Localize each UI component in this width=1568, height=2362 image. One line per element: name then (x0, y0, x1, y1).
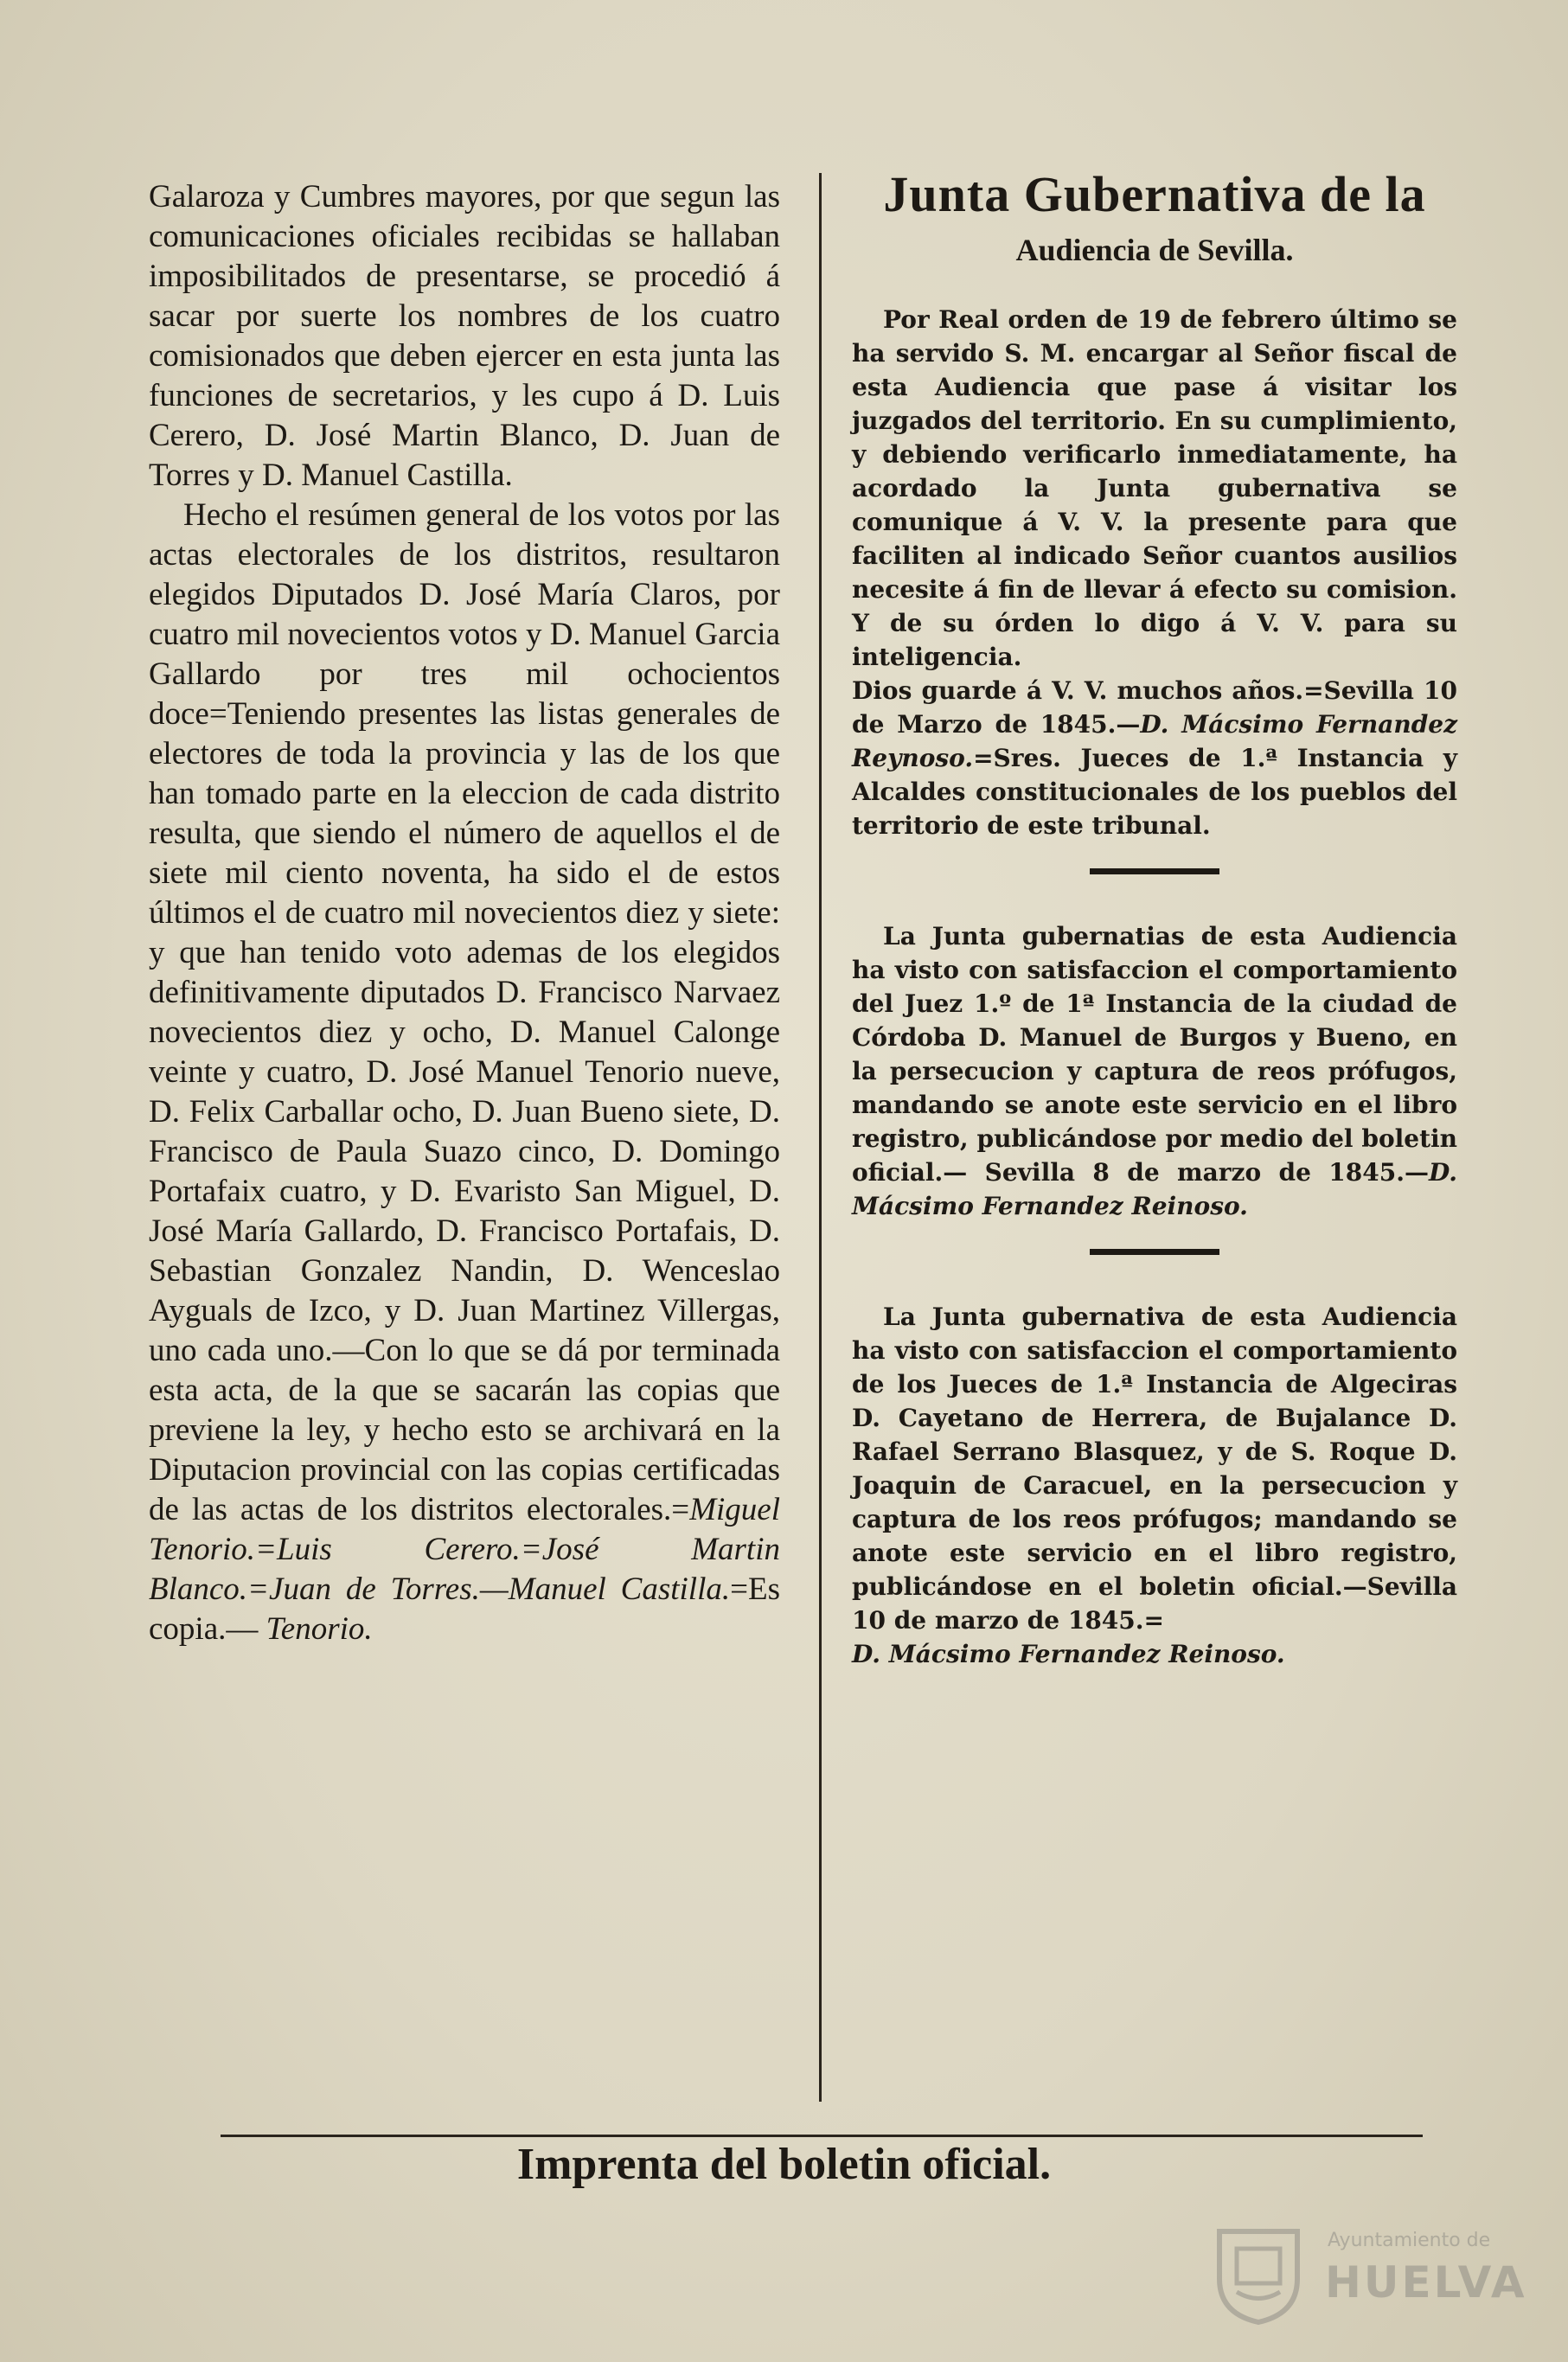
printer-imprint: Imprenta del boletin oficial. (516, 2140, 1052, 2189)
notice-1-addressees: =Sres. Jueces de 1.ª Instancia y Alcaldes constitucionales de los pueblos del territorio de este tribunal. (852, 744, 1457, 840)
left-paragraph-2-text: Hecho el resúmen general de los votos por las actas electorales de los distritos, resultaron elegidos Diputados D. José María Claros, por cuatro mil novecientos votos y D. Manuel Garcia Gallardo por tres mil ochocientos doce=Teniendo presentes las listas generales de electores de toda la provincia y las de los que han tomado parte en la eleccion de cada distrito resulta, que siendo el número de aquellos el de siete mil ciento noventa, ha sido el de estos últimos el de cuatro mil novecientos diez y siete: y que han tenido voto ademas de los elegidos definitivamente diputados D. Francisco Narvaez novecientos diez y ocho, D. Manuel Calonge veinte y cuatro, D. José Manuel Tenorio nueve, D. Felix Carballar ocho, D. Juan Bueno siete, D. Francisco de Paula Suazo cinco, D. Domingo Portafaix cuatro, y D. Evaristo San Miguel, D. José María Gallardo, D. Francisco Portafais, D. Sebastian Gonzalez Nandin, D. Wenceslao Ayguals de Izco, y D. Juan Martinez Villergas, uno cada uno.—Con lo que se dá por terminada esta acta, de la que se sacarán las copias que previene la ley, y hecho esto se archivará en la Diputacion provincial con las copias certificadas de las actas de los distritos electorales.= (149, 497, 780, 1527)
notice-2-signature: D. Mácsimo Fernandez Reinoso. (852, 1158, 1457, 1220)
left-paragraph-1: Galaroza y Cumbres mayores, por que segun las comunicaciones oficiales recibidas se hallaban imposibilitados de presentarse, se procedió á sacar por suerte los nombres de los cuatro comisionados que deben ejercer en esta junta las funciones de secretarios, y les cupo á D. Luis Cerero, D. José Martin Blanco, D. Juan de Torres y D. Manuel Castilla. (149, 179, 780, 493)
separator-rule (1090, 868, 1219, 874)
column-divider (819, 173, 822, 2102)
watermark-logo (1211, 2223, 1527, 2327)
notice-1-signature: D. Mácsimo Fernandez Reynoso. (852, 710, 1458, 772)
left-paragraph-2-final-signature: Tenorio. (266, 1611, 373, 1647)
notice-1-body: Por Real orden de 19 de febrero último se ha servido S. M. encargar al Señor fiscal de esta Audiencia que pase á visitar los juzgados del territorio. En su cumplimiento, y debiendo verificarlo inmediatamente, ha acordado la Junta gubernativa se comunique á V. V. la presente para que faciliten al indicado Señor cuantos ausilios necesite á fin de llevar á efecto su comision. Y de su órden lo digo á V. V. para su inteligencia. (852, 305, 1457, 671)
left-column (149, 177, 780, 1649)
watermark-small-text: Ayuntamiento de (1328, 2230, 1491, 2251)
notice-1-closing-text: Dios guarde á V. V. muchos años.=Sevilla 10 de Marzo de 1845.— (852, 676, 1457, 739)
shield-icon (1211, 2223, 1306, 2325)
notice-1-closing (852, 674, 1457, 842)
notice-2-body (852, 919, 1457, 1223)
notice-2-text: La Junta gubernatias de esta Audiencia ha visto con satisfaccion el comportamiento del Juez 1.º de 1ª Instancia de la ciudad de Córdoba D. Manuel de Burgos y Bueno, en la persecucion y captura de reos prófugos, mandando se anote este servicio en el libro registro, publicándose por medio del boletin oficial.— Sevilla 8 de marzo de 1845.— (852, 922, 1457, 1187)
left-paragraph-2 (149, 496, 780, 1649)
watermark-big-text: HUELVA (1325, 2257, 1527, 2308)
left-paragraph-2-copy: =Es copia.— (149, 1571, 780, 1647)
left-paragraph-2-signatures: Miguel Tenorio.=Luis Cerero.=José Martin Blanco.=Juan de Torres.—Manuel Castilla. (149, 1492, 780, 1607)
notice-3-body (852, 1300, 1457, 1671)
footer-rule (221, 2135, 1423, 2137)
notice-2 (852, 919, 1457, 1223)
section-subtitle: Audiencia de Sevilla. (1015, 233, 1294, 267)
section-title: Junta Gubernativa de la (883, 166, 1426, 222)
separator-rule (1090, 1249, 1219, 1255)
notice-3-signature: D. Mácsimo Fernandez Reinoso. (852, 1640, 1285, 1668)
notice-3 (852, 1300, 1457, 1671)
notice-1 (852, 303, 1457, 842)
notice-3-text: La Junta gubernativa de esta Audiencia ha visto con satisfaccion el comportamiento de los Jueces de 1.ª Instancia de Algeciras D. Cayetano de Herrera, de Bujalance D. Rafael Serrano Blasquez, y de S. Roque D. Joaquin de Caracuel, en la persecucion y captura de los reos prófugos; mandando se anote este servicio en el libro registro, publicándose en el boletin oficial.—Sevilla 10 de marzo de 1845.= (852, 1303, 1457, 1635)
right-column (852, 164, 1457, 1671)
